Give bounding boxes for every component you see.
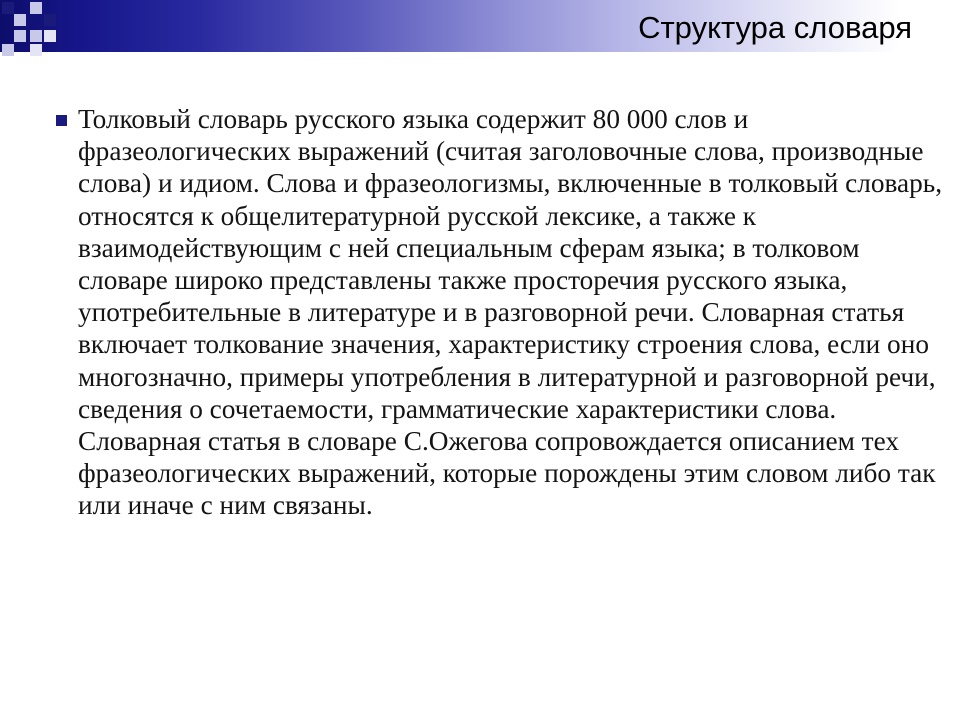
slide-title: Структура словаря <box>638 10 912 45</box>
decor-square <box>30 30 42 42</box>
decor-square <box>30 44 42 56</box>
decor-square <box>14 14 26 26</box>
decor-square <box>44 14 56 26</box>
slide-content <box>48 103 948 522</box>
decor-square <box>14 30 26 42</box>
decor-square <box>44 30 56 42</box>
decor-square <box>2 44 14 56</box>
decor-square <box>30 2 42 14</box>
square-bullet-icon <box>56 115 67 126</box>
decor-square <box>2 2 14 14</box>
body-paragraph: Толковый словарь русского языка содержит 80 000 слов и фразеологических выражений (считая заголовочные слова, производные слова) и идиом. Слова и фразеологизмы, включенные в толковый словарь, относятся к общелитературной русской лексике, а также к взаимодействующим с ней специальным сферам языка; в толковом словаре широко представлены также просторечия русского языка, употребительные в литературе и в разговорной речи. Словарная статья включает толкование значения, характеристику строения слова, если оно многозначно, примеры употребления в литературной и разговорной речи, сведения о сочетаемости, грамматические характеристики слова. Словарная статья в словаре С.Ожегова сопровождается описанием тех фразеологических выражений, которые порождены этим словом либо так или иначе с ним связаны. <box>78 104 943 521</box>
